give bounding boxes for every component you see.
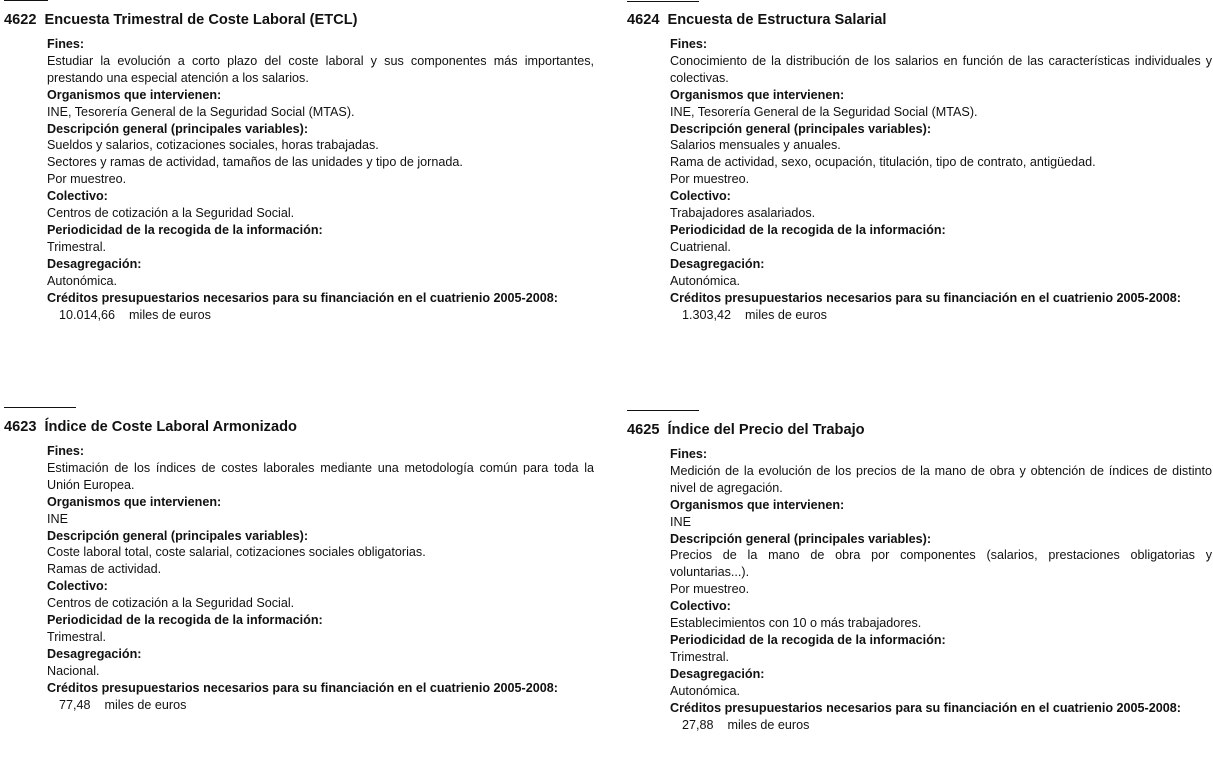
creditos-label: Créditos presupuestarios necesarios para su financiación en el cuatrienio 2005-2008: [47, 290, 558, 305]
creditos-unit: miles de euros [104, 697, 187, 712]
fines-text: Estimación de los índices de costes laborales mediante una metodología común para toda la Unión Europea. [47, 460, 594, 492]
entry-body [670, 446, 1212, 733]
divider-rule [627, 1, 699, 2]
desagregacion-text: Autonómica. [47, 273, 118, 288]
descripcion-label: Descripción general (principales variables): [670, 531, 932, 546]
colectivo-text: Establecimientos con 10 o más trabajadores. [670, 616, 922, 631]
creditos-amount: 77,48 [59, 697, 91, 712]
creditos-row [682, 307, 1212, 324]
descripcion-label: Descripción general (principales variables): [47, 528, 309, 543]
entry-code: 4625 [627, 422, 660, 438]
entry-code: 4623 [4, 419, 37, 435]
descripcion-label: Descripción general (principales variables): [47, 121, 309, 136]
creditos-label: Créditos presupuestarios necesarios para su financiación en el cuatrienio 2005-2008: [670, 700, 1181, 715]
creditos-amount: 10.014,66 [59, 307, 116, 322]
desagregacion-text: Autonómica. [670, 683, 741, 698]
colectivo-text: Centros de cotización a la Seguridad Social. [47, 596, 295, 611]
organismos-text: INE, Tesorería General de la Seguridad Social (MTAS). [670, 104, 978, 119]
fines-label: Fines: [670, 447, 708, 461]
periodicidad-text: Trimestral. [47, 629, 107, 644]
entry-title [4, 417, 594, 437]
entry-title-text: Encuesta Trimestral de Coste Laboral (ETCL) [44, 12, 358, 28]
periodicidad-text: Trimestral. [670, 649, 730, 664]
creditos-unit: miles de euros [727, 717, 810, 732]
entry-title [4, 10, 594, 30]
desagregacion-label: Desagregación: [47, 646, 142, 661]
fines-text: Conocimiento de la distribución de los salarios en función de las características individuales y colectivas. [670, 53, 1212, 85]
periodicidad-text: Cuatrienal. [670, 239, 731, 254]
organismos-text: INE [670, 514, 691, 529]
desagregacion-text: Autonómica. [670, 273, 741, 288]
entry-4624 [627, 10, 1212, 323]
colectivo-label: Colectivo: [670, 599, 731, 614]
entry-title-text: Índice de Coste Laboral Armonizado [44, 419, 297, 435]
organismos-label: Organismos que intervienen: [47, 494, 222, 509]
descripcion-line: Sueldos y salarios, cotizaciones sociales, horas trabajadas. [47, 138, 379, 153]
fines-label: Fines: [670, 37, 708, 51]
creditos-label: Créditos presupuestarios necesarios para su financiación en el cuatrienio 2005-2008: [670, 290, 1181, 305]
entry-body [47, 36, 594, 323]
colectivo-text: Trabajadores asalariados. [670, 206, 816, 221]
desagregacion-label: Desagregación: [670, 666, 765, 681]
creditos-row [59, 307, 594, 324]
periodicidad-label: Periodicidad de la recogida de la información: [670, 632, 946, 647]
entry-code: 4622 [4, 12, 37, 28]
periodicidad-label: Periodicidad de la recogida de la información: [47, 613, 323, 628]
descripcion-line: Precios de la mano de obra por componentes (salarios, prestaciones obligatorias y voluntarias...). [670, 548, 1212, 580]
entry-body [47, 443, 594, 714]
fines-label: Fines: [47, 444, 85, 458]
entry-code: 4624 [627, 12, 660, 28]
divider-rule [4, 407, 76, 408]
periodicidad-label: Periodicidad de la recogida de la información: [670, 222, 946, 237]
descripcion-line: Por muestreo. [670, 172, 750, 187]
organismos-label: Organismos que intervienen: [670, 497, 845, 512]
entry-title-text: Índice del Precio del Trabajo [667, 422, 865, 438]
entry-title [627, 10, 1212, 30]
desagregacion-label: Desagregación: [47, 256, 142, 271]
descripcion-line: Coste laboral total, coste salarial, cotizaciones sociales obligatorias. [47, 545, 426, 560]
divider-rule [4, 0, 48, 1]
entry-body [670, 36, 1212, 323]
creditos-label: Créditos presupuestarios necesarios para su financiación en el cuatrienio 2005-2008: [47, 680, 558, 695]
creditos-unit: miles de euros [745, 307, 827, 322]
fines-text: Estudiar la evolución a corto plazo del coste laboral y sus componentes más importantes, prestando una especial atención a los salarios. [47, 53, 594, 85]
fines-label: Fines: [47, 37, 85, 51]
creditos-amount: 27,88 [682, 717, 714, 732]
organismos-text: INE [47, 511, 68, 526]
entry-4622 [4, 10, 594, 323]
desagregacion-text: Nacional. [47, 663, 100, 678]
periodicidad-label: Periodicidad de la recogida de la información: [47, 222, 323, 237]
descripcion-line: Sectores y ramas de actividad, tamaños de las unidades y tipo de jornada. [47, 155, 463, 170]
descripcion-line: Salarios mensuales y anuales. [670, 138, 841, 153]
descripcion-line: Por muestreo. [47, 172, 127, 187]
creditos-amount: 1.303,42 [682, 307, 732, 322]
colectivo-label: Colectivo: [47, 579, 108, 594]
descripcion-label: Descripción general (principales variables): [670, 121, 932, 136]
desagregacion-label: Desagregación: [670, 256, 765, 271]
entry-4625 [627, 420, 1212, 733]
creditos-row [682, 717, 1212, 734]
creditos-row [59, 697, 594, 714]
colectivo-label: Colectivo: [670, 189, 731, 204]
organismos-label: Organismos que intervienen: [670, 87, 845, 102]
entry-title-text: Encuesta de Estructura Salarial [667, 12, 887, 28]
colectivo-text: Centros de cotización a la Seguridad Social. [47, 206, 295, 221]
organismos-label: Organismos que intervienen: [47, 87, 222, 102]
organismos-text: INE, Tesorería General de la Seguridad Social (MTAS). [47, 104, 355, 119]
descripcion-line: Por muestreo. [670, 582, 750, 597]
creditos-unit: miles de euros [129, 307, 211, 322]
entry-title [627, 420, 1212, 440]
divider-rule [627, 410, 699, 411]
colectivo-label: Colectivo: [47, 189, 108, 204]
fines-text: Medición de la evolución de los precios de la mano de obra y obtención de índices de distinto nivel de agregación. [670, 463, 1212, 495]
descripcion-line: Rama de actividad, sexo, ocupación, titulación, tipo de contrato, antigüedad. [670, 155, 1096, 170]
entry-4623 [4, 417, 594, 714]
periodicidad-text: Trimestral. [47, 239, 107, 254]
descripcion-line: Ramas de actividad. [47, 562, 162, 577]
